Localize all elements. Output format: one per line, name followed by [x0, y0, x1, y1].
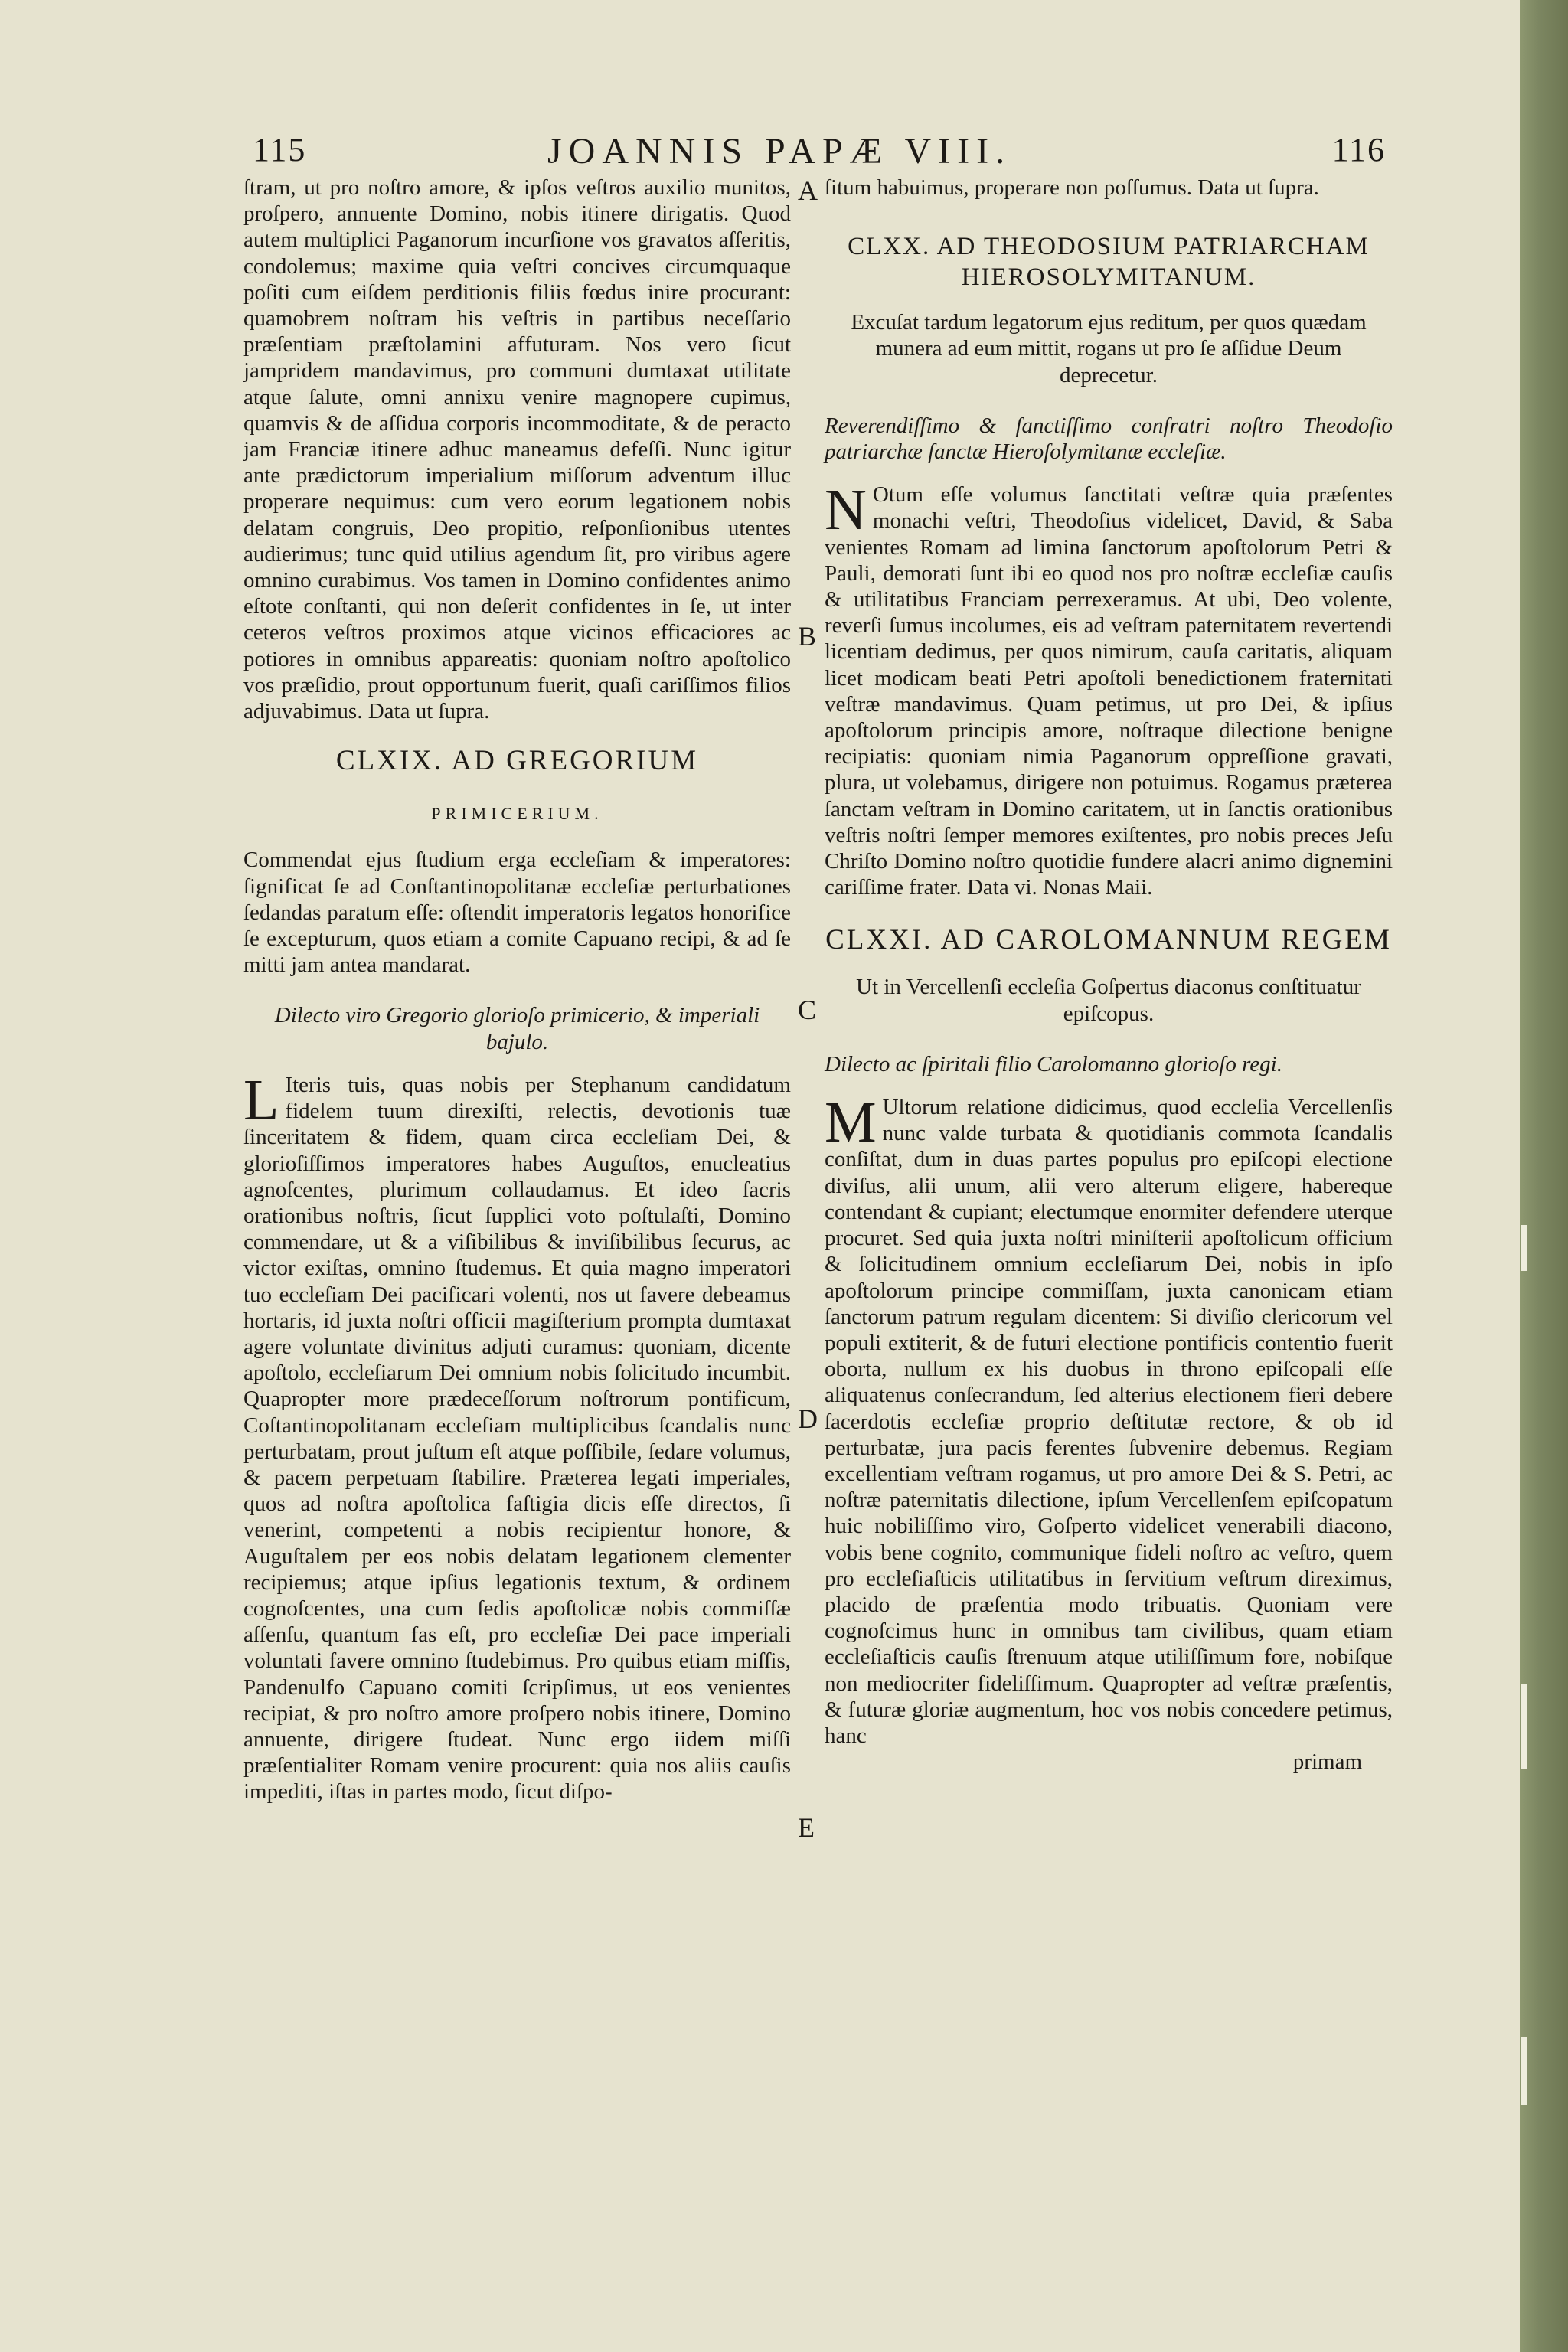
- page-edge-mark: [1521, 1684, 1527, 1769]
- page-header: [253, 130, 1386, 176]
- letter-body-text: Iteris tuis, quas nobis per Stephanum candidatum fidelem tuum direxiſti, relectis, devotionis tuæ ſinceritatem & fidem, quam circa eccleſiam Dei, & glorioſiſſimos imperatores habes Auguſtos, enucleatius agnoſcentes, plurimum collaudamus. Et ideo ſacris orationibus noſtris, ſicut ſupplici voto poſtulaſti, Domino commendare, ut & a viſibilibus & inviſibilibus ſecurus, ac victor exiſtas, omnino ſtudemus. Et quia magno imperatori tuo eccleſiam Dei pacificari volenti, nos ut favere debeamus hortaris, id juxta noſtri officii magiſterium prompta dumtaxat agere voluntate divinitus adjuti curamus: quoniam, dicente apoſtolo, eccleſiarum Dei omnium nobis ſolicitudo incumbit. Quapropter more prædeceſſorum noſtrorum pontificum, Coſtantinopolitanam eccleſiam multiplicibus ſcandalis nunc perturbatam, prout juſtum eſt atque poſſibile, ſedare volumus, & pacem perpetuam ſtabilire. Præterea legati imperiales, quos ad noſtra apoſtolica faſtigia dicis eſſe directos, ſi venerint, competenti a nobis recipientur honore, & Auguſtalem per eos nobis delatam legationem clementer recipiemus; atque ipſius legationis textum, & ordinem cognoſcentes, una cum ſedis apoſtolicæ nobis commiſſæ aſſenſu, quantum fas eſt, pro eccleſiæ Dei pace imperiali voluntati favere omnino ſtudebimus. Pro quibus etiam miſſis, Pandenulfo Capuano comiti ſcripſimus, ut eos venientes recipiat, & pro noſtro amore proſpero nobis itinere, Domino annuente, dirigere ſtudeat. Nunc ergo iidem miſſi præſentialiter Romam venire procurent: quia nos aliis cauſis impediti, iſtas in partes modo, ſicut diſpo-: [243, 1072, 791, 1805]
- page-edge-mark: [1521, 2037, 1527, 2105]
- folio-left: 115: [253, 131, 307, 168]
- letter-title: CLXIX. AD GREGORIUM: [335, 745, 699, 777]
- catchword: primam: [1292, 1749, 1362, 1775]
- letter-address: Dilecto ac ſpiritali filio Carolomanno glorioſo regi.: [825, 1051, 1282, 1076]
- letter-summary: Commendat ejus ſtudium erga eccleſiam & imperatores: ſignificat ſe ad Conſtantinopolitanæ eccleſiæ perturbationes ſedandas paratum eſſe: oſtendit imperatoris legatos honorifice ſe excepturum, quos etiam a comite Capuano recipi, & ad ſe mitti jam antea mandarat.: [243, 848, 791, 978]
- letter-body-text: Ultorum relatione didicimus, quod eccleſia Vercellenſis nunc valde turbata & quotidianis commota ſcandalis conſiſtat, dum in duas partes populus pro epiſcopi electione diviſus, alii unum, alii vero alterum eligere, habereque contendant & cupiant; electumque enormiter defendere uterque procuret. Sed quia juxta noſtri miniſterii apoſtolicum officium & ſolicitudinem omnium eccleſiarum Dei, nobis in ipſo apoſtolorum principe commiſſam, juxta canonicam etiam ſanctorum patrum regulam dicentem: Si diviſio clericorum vel populi extiterit, & de futuri electione pontificis contentio fuerit oborta, nullum ex his duobus in throno epiſcopali eſſe aliquatenus conſecrandum, ſed alterius electionem fieri debere ſacerdotis eccleſiæ proprio deſtitutæ rectore, & ob id perturbatæ, jura pacis ferentes ſubvenire debemus. Regiam excellentiam veſtram rogamus, ut pro amore Dei & S. Petri, ac noſtræ paternitatis dilectione, ipſum Vercellenſem epiſcopatum huic nobiliſſimo viro, Goſperto videlicet venerabili diacono, vobis bene cognito, communique fideli noſtro ac veſtro, quem pro eccleſiaſticis utilitatibus in ſervitium veſtrum direximus, placido de præſentia modo tribuatis. Quoniam vere cognoſcimus hunc in omnibus tam civilibus, quam etiam eccleſiaſticis cauſis ſtrenuum atque utiliſſimum fore, nobiſque non mediocriter fideliſſimum. Quapropter ad veſtræ præſentis, & futuræ gloriæ augmentum, hoc vos nobis concedere petimus, hanc: [825, 1095, 1393, 1748]
- margin-letter-d: D: [798, 1403, 818, 1434]
- letter-body: [243, 1067, 791, 1805]
- drop-capital: N: [825, 478, 867, 543]
- letter-address: Dilecto viro Gregorio glorioſo primicerio, & imperiali bajulo.: [274, 1003, 760, 1054]
- letter-title: CLXXI. AD CAROLOMANNUM REGEM: [825, 924, 1392, 956]
- facing-page-edge: [1520, 0, 1568, 2352]
- left-column: [243, 175, 791, 1805]
- folio-right: 116: [1331, 131, 1386, 168]
- continuation-text: ſtram, ut pro noſtro amore, & ipſos veſtros auxilio munitos, proſpero, annuente Domino, nobis itinere dirigatis. Quod autem multiplici Paganorum incurſione vos gravatos aſſeritis, condolemus; maxime quia veſtri concives circumquaque poſiti cum eiſdem perditionis filiis fœdus inire procurant: quamobrem noſtram his veſtris in partibus neceſſario præſentiam præſtolamini affuturam. Nos vero ſicut jampridem mandavimus, pro communi dumtaxat utilitate atque ſalute, omni annixu venire magnopere cupimus, quamvis & de aſſidua corporis incommoditate, & de peracto jam Franciæ itinere adhuc maneamus defeſſi. Nunc igitur ante prædictorum imperialium miſſorum adventum illuc properare nequimus: cum vero eorum legationem nobis delatam congruis, Deo propitio, reſponſionibus utentes audierimus; tunc quid utilius agendum ſit, pro viribus agere omnino curabimus. Vos tamen in Domino confidentes animo eſtote conſtanti, qui non deſerit confidentes in ſe, ut inter ceteros veſtros proximos atque vicinos efficaciores ac potiores in omnibus appareatis: quoniam noſtro apoſtolico vos præſidio, prout opportunum fuerit, quaſi cariſſimos filios adjuvabimus. Data ut ſupra.: [243, 175, 791, 724]
- letter-summary: Excuſat tardum legatorum ejus reditum, per quos quædam munera ad eum mittit, rogans ut pro ſe aſſidue Deum deprecetur.: [851, 310, 1367, 387]
- right-column: [825, 175, 1393, 1775]
- margin-letter-a: A: [798, 175, 818, 206]
- letter-body: [825, 1090, 1393, 1749]
- letter-address: Reverendiſſimo & ſanctiſſimo confratri noſtro Theodoſio patriarchæ ſanctæ Hieroſolymitanæ eccleſiæ.: [825, 413, 1393, 465]
- letter-title: CLXX. AD THEODOSIUM PATRIARCHAM HIEROSOLYMITANUM.: [848, 233, 1370, 292]
- letter-subtitle: PRIMICERIUM.: [431, 804, 603, 824]
- running-title: JOANNIS PAPÆ VIII.: [547, 131, 1012, 172]
- drop-capital: L: [243, 1067, 279, 1132]
- continuation-text: ſitum habuimus, properare non poſſumus. Data ut ſupra.: [825, 175, 1319, 200]
- letter-body: [825, 478, 1393, 900]
- margin-letter-c: C: [798, 995, 817, 1025]
- margin-letter-b: B: [798, 621, 817, 652]
- page-edge-mark: [1521, 1225, 1527, 1271]
- letter-summary: Ut in Vercellenſi eccleſia Goſpertus diaconus conſtituatur epiſcopus.: [856, 975, 1361, 1026]
- drop-capital: M: [825, 1090, 877, 1155]
- margin-letter-e: E: [798, 1812, 815, 1843]
- letter-body-text: Otum eſſe volumus ſanctitati veſtræ quia præſentes monachi veſtri, Theodoſius videlicet, David, & Saba venientes Romam ad limina ſanctorum apoſtolorum Petri & Pauli, demorati ſunt ibi eo quod nos pro noſtræ eccleſiæ cauſis & utilitatibus Franciam perrexeramus. At ubi, Deo volente, reverſi ſumus incolumes, eis ad veſtram paternitatem revertendi licentiam dedimus, per quos nimirum, cauſa caritatis, aliquam licet modicam beati Petri apoſtoli benedictionem fraternitati veſtræ mandavimus. Quam petimus, ut pro Dei, & ipſius apoſtolorum principis amore, noſtraque dilectione benigne recipiatis: quoniam nimia Paganorum oppreſſione gravati, plura, ut volebamus, dirigere non potuimus. Rogamus præterea ſanctam veſtram in Domino caritatem, ut in ſanctis orationibus veſtris noſtri ſemper memores exiſtentes, pro nobis preces Jeſu Chriſto Domino noſtro quotidie fundere alacri animo dignemini cariſſime frater. Data vi. Nonas Maii.: [825, 482, 1393, 900]
